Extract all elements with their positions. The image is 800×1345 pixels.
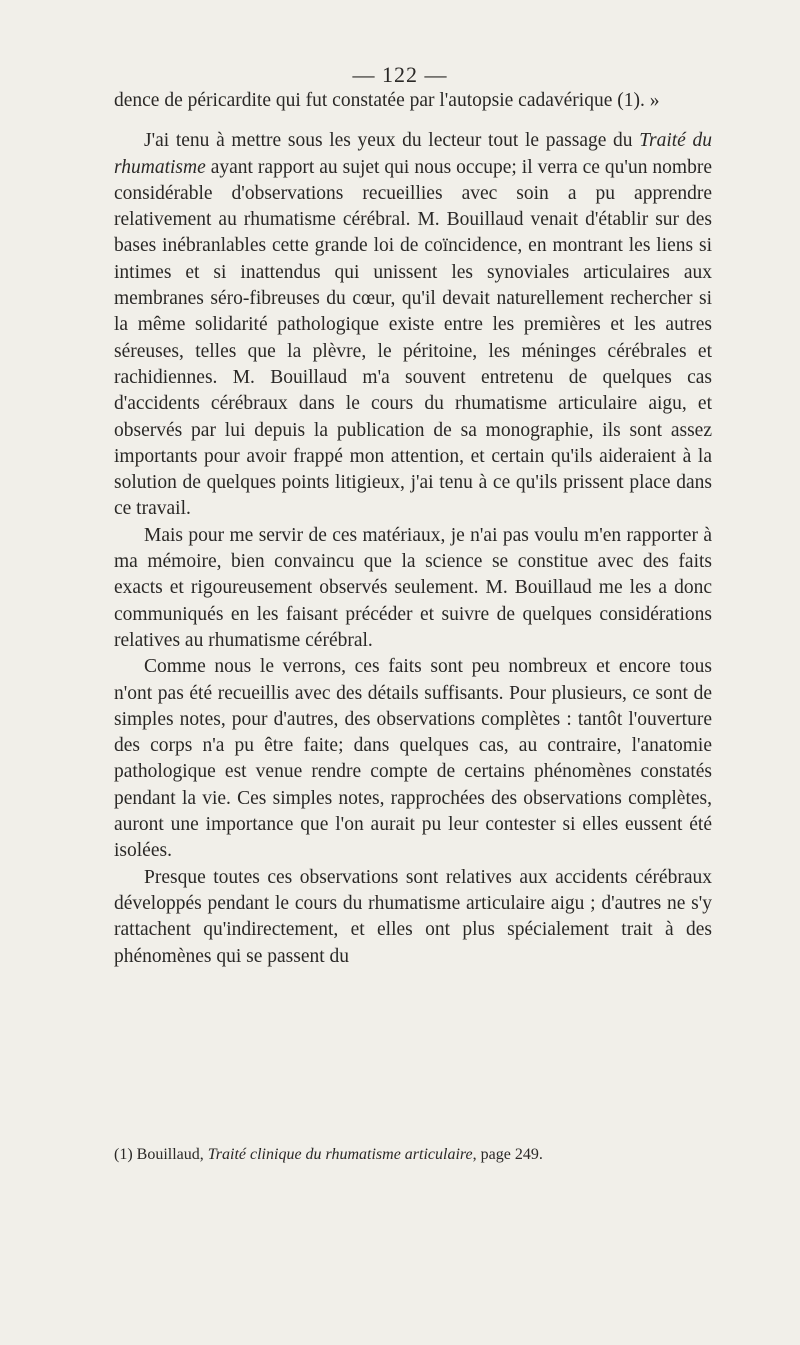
- page-number: — 122 —: [352, 62, 448, 87]
- paragraph: [114, 128, 712, 522]
- footnote-page: , page 249.: [472, 1146, 543, 1163]
- paragraph-text: ayant rapport au sujet qui nous occupe; il verra ce qu'un nombre considérable d'observations recueillies avec soin a pu apprendre relativement au rhumatisme cérébral. M. Bouillaud venait d'établir sur des bases inébranlables cette grande loi de coïncidence, en montrant les liens si intimes et si inattendus qui unissent les synoviales articulaires aux membranes séro-fibreuses du cœur, qu'il devait naturellement rechercher si la même solidarité pathologique existe entre les premières et les autres séreuses, telles que la plèvre, le péritoine, les méninges cérébrales et rachidiennes. M. Bouillaud m'a souvent entretenu de quelques cas d'accidents cérébraux dans le cours du rhumatisme articulaire aigu, et observés par lui depuis la publication de sa monographie, ils sont assez importants pour avoir frappé mon attention, et certain qu'ils aideraient à la solution de quelques points litigieux, j'ai tenu à ce qu'ils prissent place dans ce travail.: [114, 156, 712, 520]
- body-text: [114, 88, 712, 970]
- paragraph: Presque toutes ces observations sont relatives aux accidents cérébraux développés pendant le cours du rhumatisme articulaire aigu ; d'autres ne s'y rattachent qu'indirectement, et elles ont plus spécialement trait à des phénomènes qui se passent du: [114, 866, 712, 967]
- footnote: [114, 1144, 712, 1166]
- footnote-title: Traité clinique du rhumatisme articulaire: [207, 1146, 473, 1163]
- paragraph: Mais pour me servir de ces matériaux, je n'ai pas voulu m'en rapporter à ma mémoire, bien convaincu que la science se constitue avec des faits exacts et rigoureusement observés seulement. M. Bouillaud me les a donc communiqués en les faisant précéder et suivre de quelques considérations relatives au rhumatisme cérébral.: [114, 524, 712, 651]
- paragraph-continuation: dence de péricardite qui fut constatée par l'autopsie cadavérique (1). »: [114, 90, 660, 111]
- paragraph: Comme nous le verrons, ces faits sont peu nombreux et encore tous n'ont pas été recueillis avec des détails suffisants. Pour plusieurs, ce sont de simples notes, pour d'autres, des observations complètes : tantôt l'ouverture des corps n'a pu être faite; dans quelques cas, au contraire, l'anatomie pathologique est venue rendre compte de certains phénomènes constatés pendant la vie. Ces simples notes, rapprochées des observations complètes, auront une importance que l'on aurait pu leur contester si elles eussent été isolées.: [114, 656, 712, 862]
- paragraph-text: J'ai tenu à mettre sous les yeux du lecteur tout le passage du: [144, 130, 640, 152]
- book-title: Traité du rhumatisme: [114, 130, 712, 178]
- footnote-marker: (1) Bouillaud,: [114, 1146, 208, 1163]
